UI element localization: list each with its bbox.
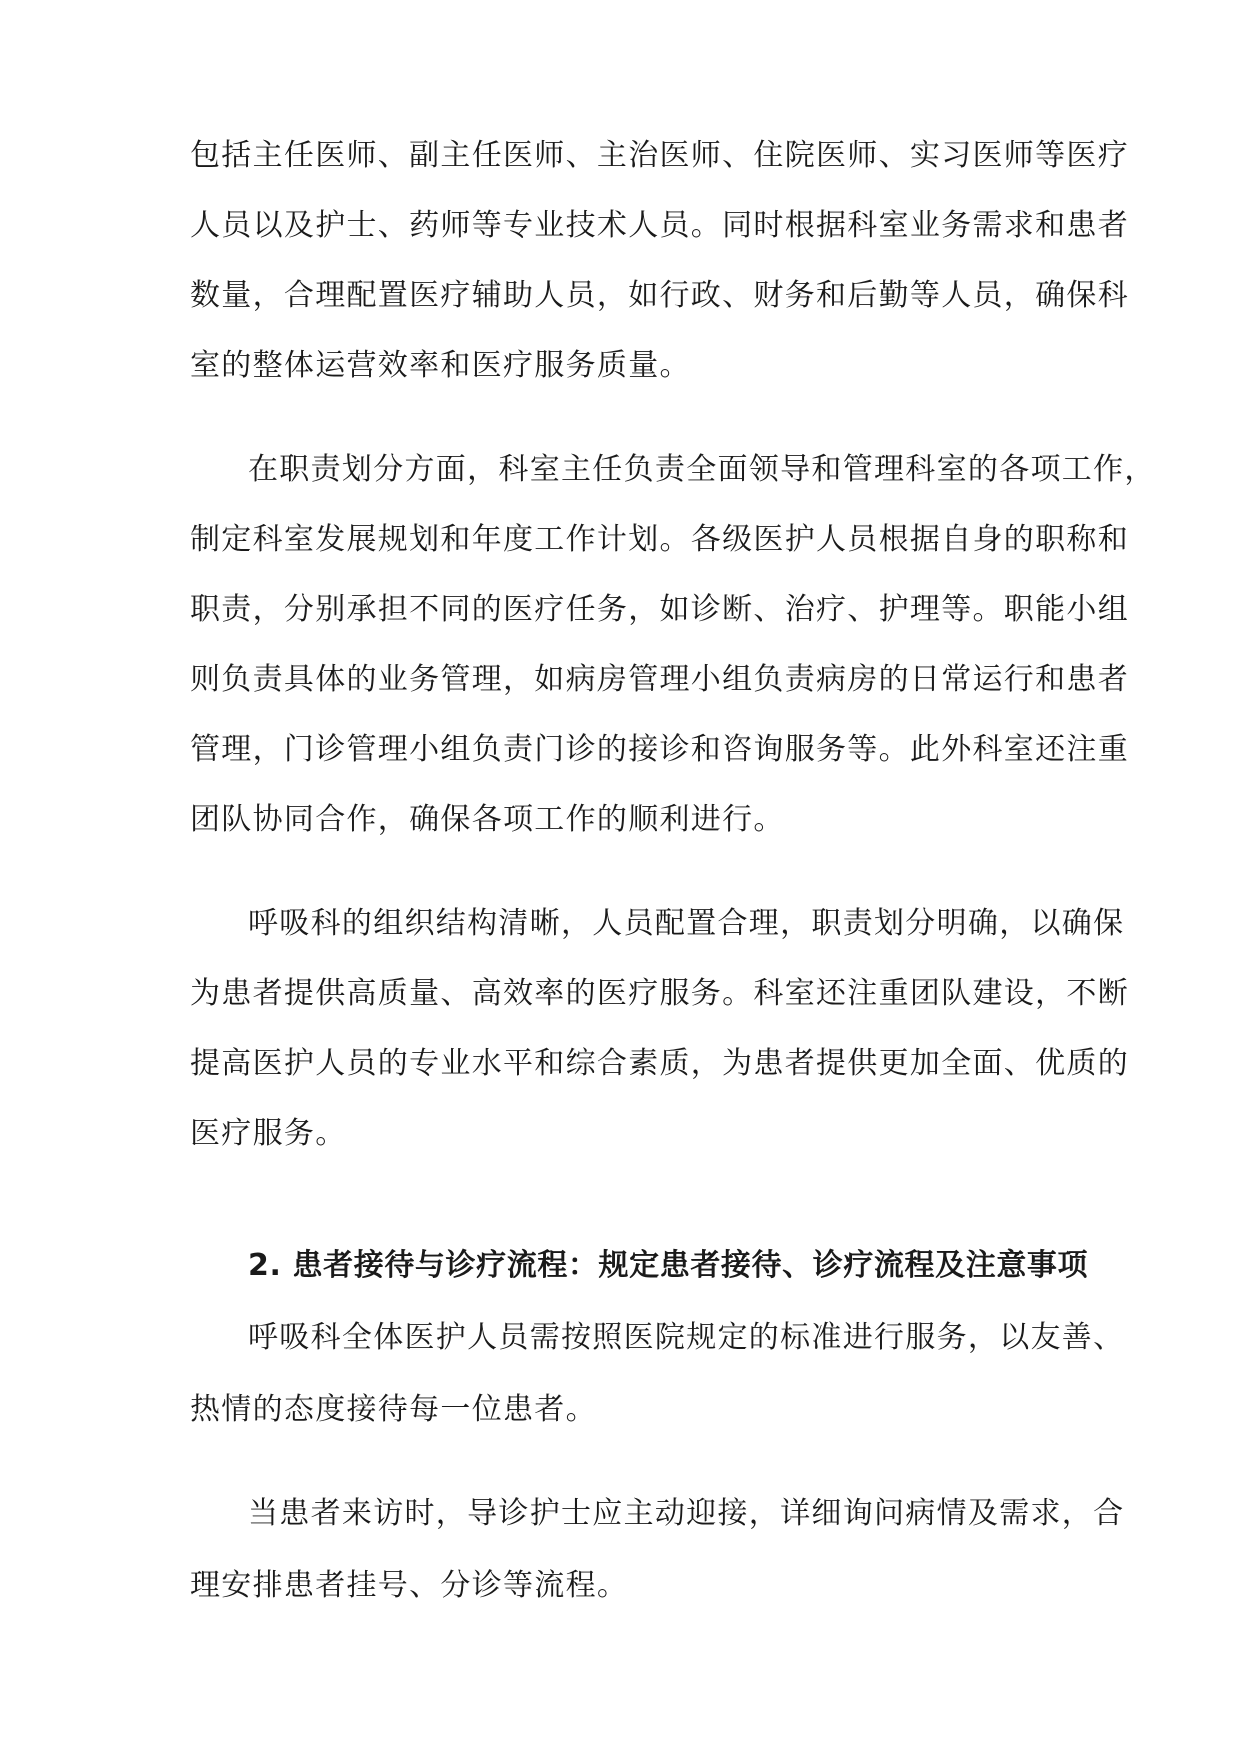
paragraph-3-line-1: 呼吸科的组织结构清晰，人员配置合理，职责划分明确，以确保 (248, 906, 1125, 941)
paragraph-1-line-2: 人员以及护士、药师等专业技术人员。同时根据科室业务需求和患者 (190, 208, 1129, 243)
section-heading: 2. 患者接待与诊疗流程：规定患者接待、诊疗流程及注意事项 (248, 1248, 1089, 1283)
paragraph-1-line-1: 包括主任医师、副主任医师、主治医师、住院医师、实习医师等医疗 (190, 138, 1129, 173)
paragraph-4-line-2: 热情的态度接待每一位患者。 (190, 1392, 597, 1427)
paragraph-2-line-5: 管理，门诊管理小组负责门诊的接诊和咨询服务等。此外科室还注重 (190, 732, 1129, 767)
paragraph-1-line-3: 数量，合理配置医疗辅助人员，如行政、财务和后勤等人员，确保科 (190, 278, 1129, 313)
paragraph-4-line-1: 呼吸科全体医护人员需按照医院规定的标准进行服务，以友善、 (248, 1320, 1125, 1355)
paragraph-3-line-2: 为患者提供高质量、高效率的医疗服务。科室还注重团队建设，不断 (190, 976, 1129, 1011)
paragraph-2-line-1: 在职责划分方面，科室主任负责全面领导和管理科室的各项工作， (248, 452, 1156, 487)
paragraph-2-line-3: 职责，分别承担不同的医疗任务，如诊断、治疗、护理等。职能小组 (190, 592, 1129, 627)
paragraph-5-line-2: 理安排患者挂号、分诊等流程。 (190, 1568, 629, 1603)
paragraph-2-line-2: 制定科室发展规划和年度工作计划。各级医护人员根据自身的职称和 (190, 522, 1129, 557)
paragraph-2-line-6: 团队协同合作，确保各项工作的顺利进行。 (190, 802, 785, 837)
paragraph-1-line-4: 室的整体运营效率和医疗服务质量。 (190, 348, 691, 383)
paragraph-3-line-3: 提高医护人员的专业水平和综合素质，为患者提供更加全面、优质的 (190, 1046, 1129, 1081)
paragraph-2-line-4: 则负责具体的业务管理，如病房管理小组负责病房的日常运行和患者 (190, 662, 1129, 697)
paragraph-3-line-4: 医疗服务。 (190, 1116, 347, 1151)
paragraph-5-line-1: 当患者来访时，导诊护士应主动迎接，详细询问病情及需求，合 (248, 1496, 1125, 1531)
